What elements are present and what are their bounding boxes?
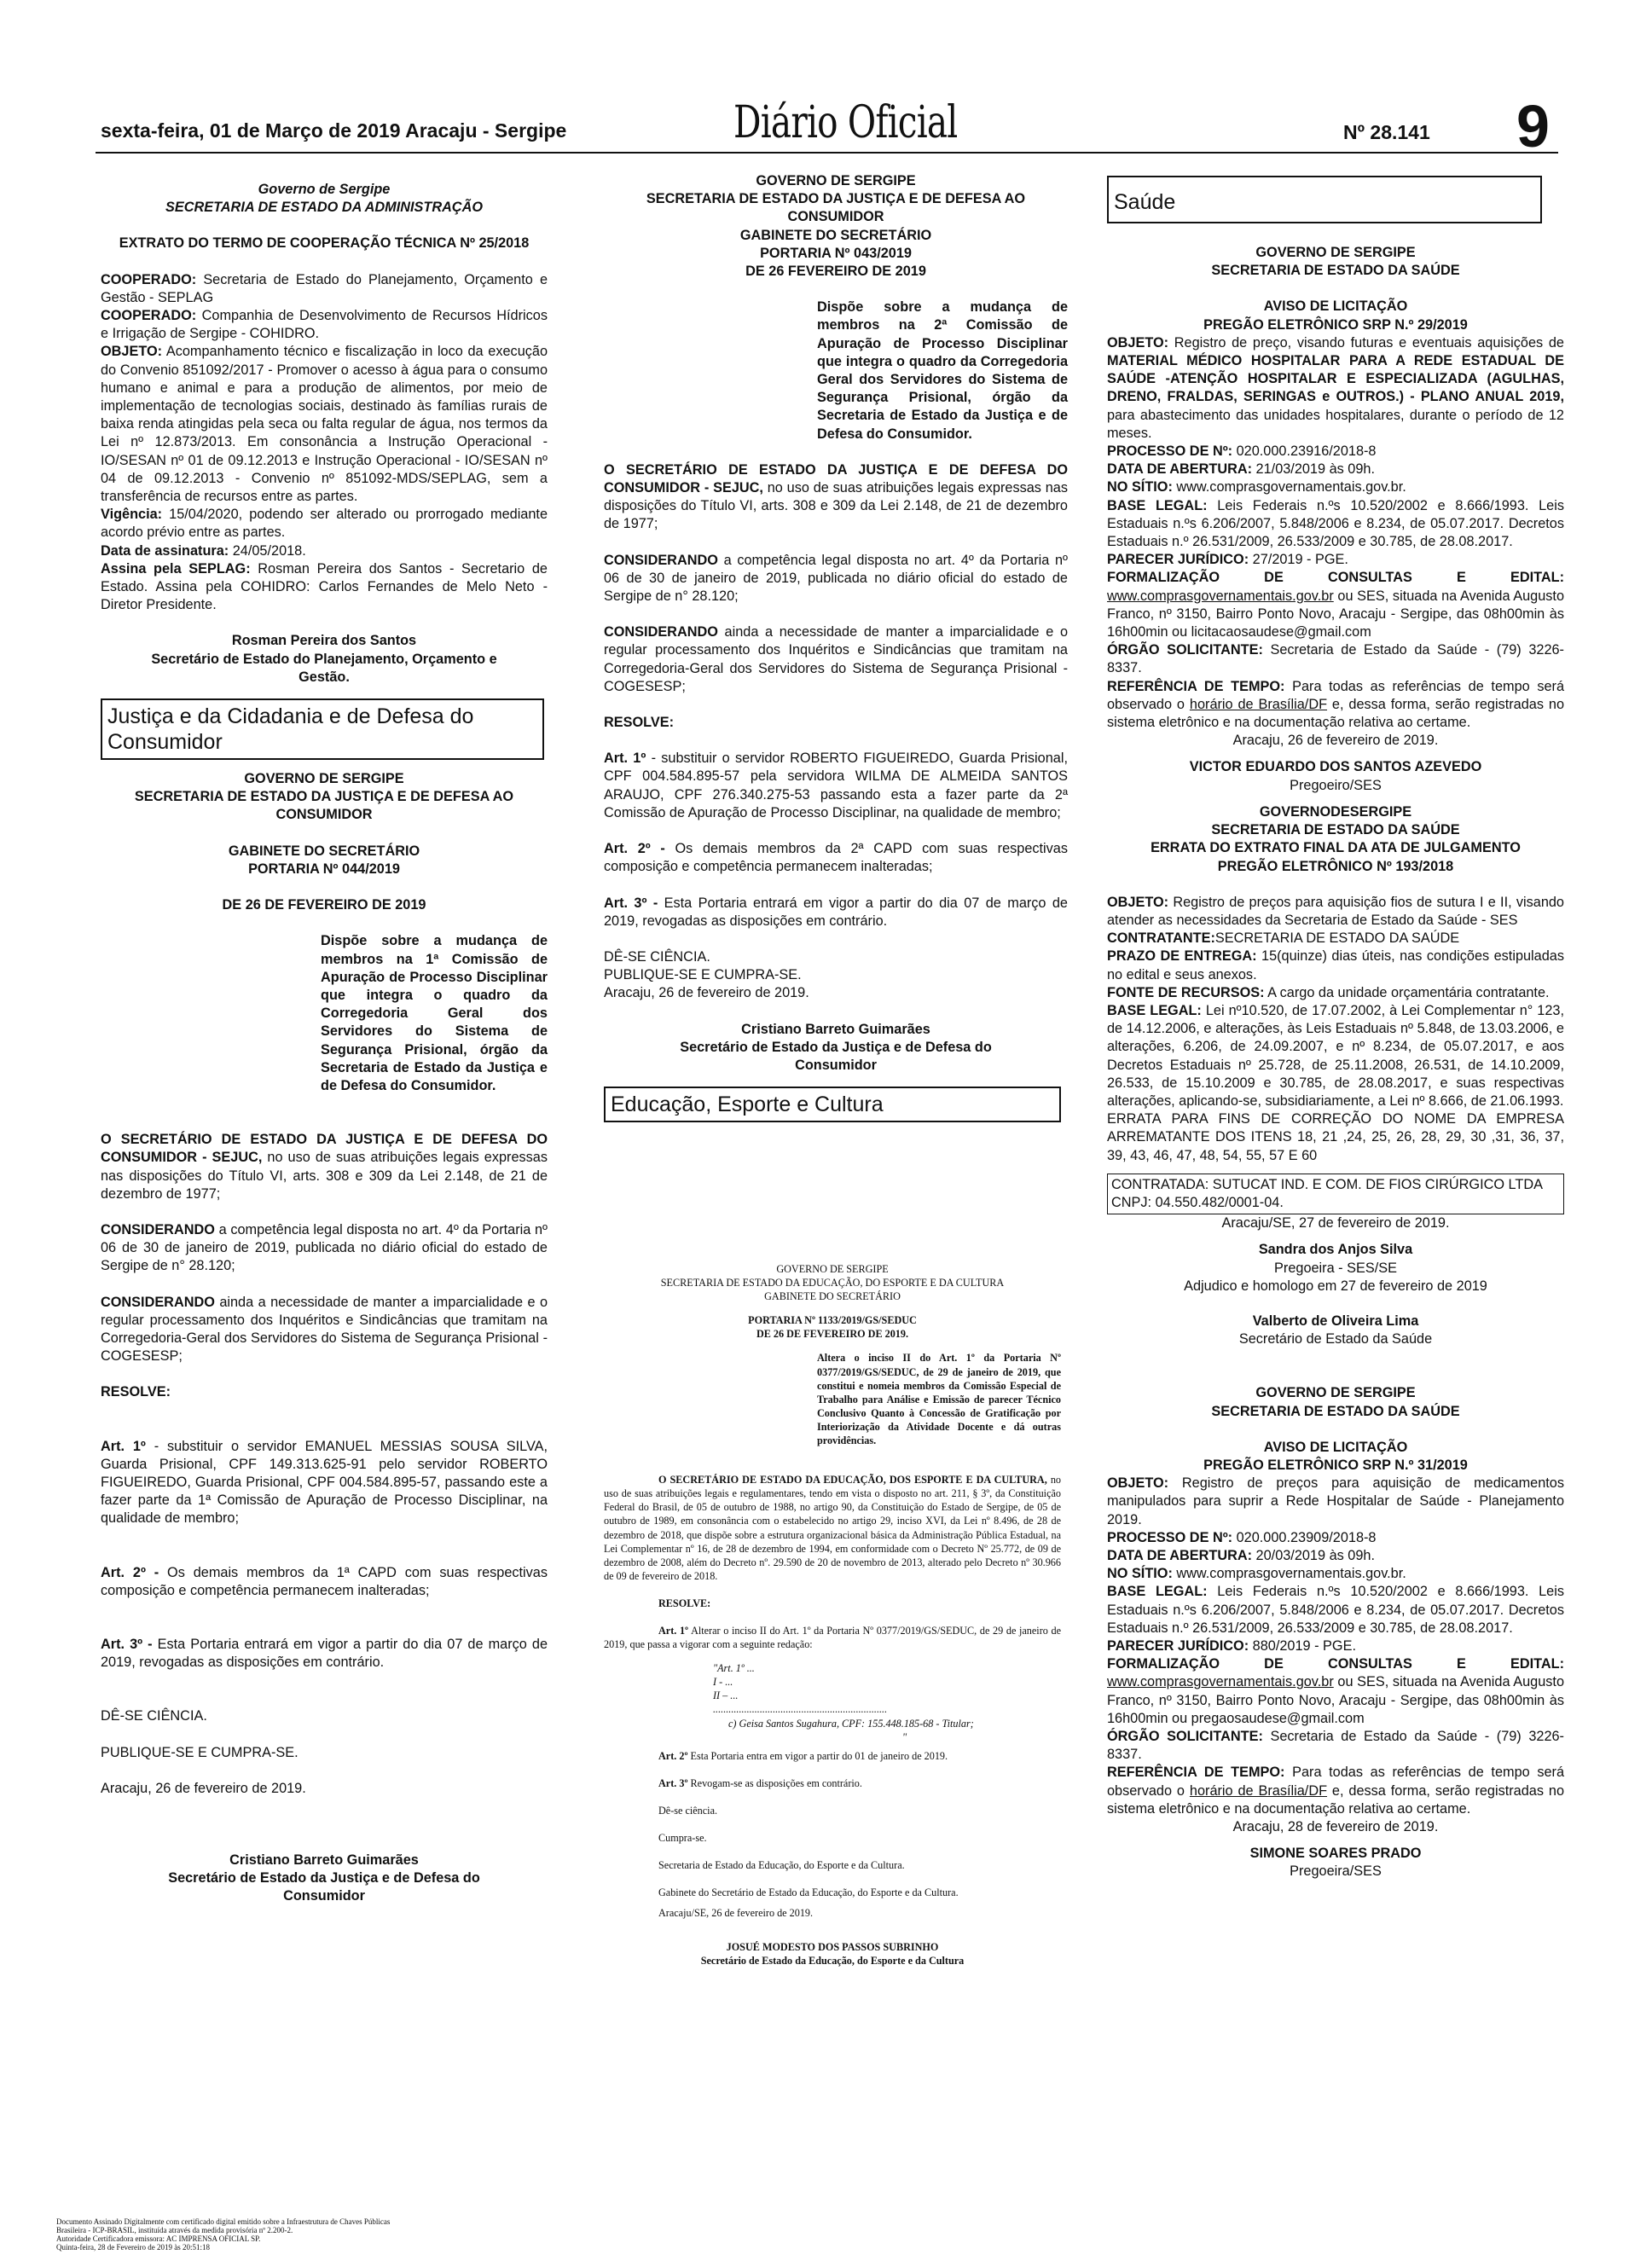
article-1: Art. 1º - substituir o servidor ROBERTO FIGUEIREDO, Guarda Prisional, CPF 004.584.895-57 pela servidora WILMA DE ALMEIDA SANTOS ARAUJO, CPF 276.340.275-53 passando esta a fazer parte da 2ª Comissão de Apuração de Processo Disciplinar, na qualidade de membro; xyxy=(604,751,1068,820)
footer-line: Autoridade Certificadora emissora: AC IMPRENSA OFICIAL SP. xyxy=(56,2234,261,2243)
edu-article-1: Art. 1º Alterar o inciso II do Art. 1º da Portaria Nº 0377/2019/GS/SEDUC, de 29 de janeiro de 2019, que passa a vigorar com a seguinte redação: xyxy=(604,1624,1062,1651)
section-justica: Justiça e da Cidadania e de Defesa do Consumidor xyxy=(101,698,544,760)
signature-name-2: Sandra dos Anjos Silva xyxy=(1258,1242,1413,1258)
resolve: RESOLVE: xyxy=(101,1384,171,1400)
gov-label-2: GOVERNODESERGIPE xyxy=(1259,803,1412,820)
extrato-title: EXTRATO DO TERMO DE COOPERAÇÃO TÉCNICA Nº 25/2018 xyxy=(119,235,530,252)
assina: Assina pela SEPLAG: Rosman Pereira dos Santos - Secretario de Estado. Assina pela COHIDRO: Carlos Fernandes de Melo Neto - Diretor Presidente. xyxy=(101,560,548,613)
dispoe-text: Dispõe sobre a mudança de membros na 1ª Comissão de Apuração de Processo Disciplinar que integra o quadro da Corregedoria Geral dos Servidores do Sistema de Segurança Prisional, órgão da Secretaria de Estado da Justiça e de Defesa do Consumidor. xyxy=(321,933,548,1093)
column-2 xyxy=(604,172,1068,1122)
article-2: Art. 2º - Os demais membros da 1ª CAPD com suas respectivas composição e competência permanecem inalteradas; xyxy=(101,1564,548,1598)
cooperado-1: COOPERADO: Secretaria de Estado do Planejamento, Orçamento e Gestão - SEPLAG xyxy=(101,271,548,305)
edu-preamble: O SECRETÁRIO DE ESTADO DA EDUCAÇÃO, DOS ESPORTE E DA CULTURA, no uso de suas atribuições legais e regulamentares, tendo em vista o disposto no art. 211, § 3º, da Constituição Federal do Brasil, de 05 de outubro de 1988, no artigo 90, da Constituição do Estado de Sergipe, de 05 de outubro de 1989, em consonância com o estabelecido no artigo 29, inciso XVI, da Lei nº 8.496, de 28 de dezembro de 2018, que dispõe sobre a estrutura organizacional básica da Administração Pública Estadual, na Lei Complementar nº 16, de 28 de dezembro de 1994, em conformidade com o Decreto Nº 25.772, de 09 de dezembro de 2008, além do Decreto nº. 29.590 de 20 de novembro de 2013, alterado pelo Decreto nº 30.966 de 09 de fevereiro de 2018. xyxy=(604,1474,1062,1582)
signature-role-3: Secretário de Estado da Saúde xyxy=(1238,1331,1433,1347)
contratada-box: CONTRATADA: SUTUCAT IND. E COM. DE FIOS CIRÚRGICO LTDA CNPJ: 04.550.482/0001-04. xyxy=(1107,1174,1564,1214)
signature-role-4: Pregoeira/SES xyxy=(1290,1863,1382,1880)
pregao-title-3: PREGÃO ELETRÔNICO SRP N.º 31/2019 xyxy=(1203,1457,1468,1473)
edu-article-2: Art. 2º Esta Portaria entra em vigor a partir do 01 de janeiro de 2019. xyxy=(658,1749,948,1762)
edu-resolve: RESOLVE: xyxy=(658,1597,711,1609)
article-3: Art. 3º - Esta Portaria entrará em vigor a partir do dia 07 de março de 2019, revogadas as disposições em contrário. xyxy=(604,895,1068,929)
signature-role: Pregoeiro/SES xyxy=(1290,777,1382,793)
portaria-date: DE 26 FEVEREIRO DE 2019 xyxy=(745,264,926,280)
secretariat-saude: SECRETARIA DE ESTADO DA SAÚDE xyxy=(1211,263,1460,279)
adjudico: Adjudico e homologo em 27 de fevereiro de 2019 xyxy=(1184,1278,1487,1294)
objeto-3: OBJETO: Registro de preços para aquisição de medicamentos manipulados para suprir a Rede Hospitalar de Saúde - Planejamento 2019. xyxy=(1107,1475,1564,1527)
portaria-date: DE 26 DE FEVEREIRO DE 2019 xyxy=(222,897,426,913)
secretario-preamble: O SECRETÁRIO DE ESTADO DA JUSTIÇA E DE DEFESA DO CONSUMIDOR - SEJUC, no uso de suas atribuições legais expressas nas disposições do Título VI, arts. 308 e 309 da Lei 2.148, de 21 de dezembro de 1977; xyxy=(101,1132,548,1202)
data-assinatura: Data de assinatura: 24/05/2018. xyxy=(101,542,306,559)
article-1: Art. 1º - substituir o servidor EMANUEL MESSIAS SOUSA SILVA, Guarda Prisional, CPF 149.313.625-91 pelo servidor ROBERTO FIGUEIREDO, Guarda Prisional, CPF 004.584.895-57, passando este a fazer parte da 1ª Comissão de Apuração de Processo Disciplinar, na qualidade de membro; xyxy=(101,1438,548,1527)
local-date: Aracaju, 26 de fevereiro de 2019. xyxy=(604,985,809,1001)
dispoe-text: Dispõe sobre a mudança de membros na 2ª Comissão de Apuração de Processo Disciplinar que integra o quadro da Corregedoria Geral dos Servidores do Sistema de Segurança Prisional, órgão da Secretaria de Estado da Justiça e de Defesa do Consumidor. xyxy=(817,299,1068,442)
edu-secretariat: SECRETARIA DE ESTADO DA EDUCAÇÃO, DO ESPORTE E DA CULTURA xyxy=(660,1277,1005,1289)
signature-name-3: Valberto de Oliveira Lima xyxy=(1252,1313,1419,1329)
edu-quote-line: " xyxy=(902,1730,907,1743)
digital-signature-footer xyxy=(56,2217,397,2252)
signature-name: VICTOR EDUARDO DOS SANTOS AZEVEDO xyxy=(1189,759,1482,775)
local-date: Aracaju, 26 de fevereiro de 2019. xyxy=(101,1780,306,1796)
gov-label: Governo de Sergipe xyxy=(258,182,391,197)
processo-3: PROCESSO DE Nº: 020.000.23909/2018-8 xyxy=(1107,1529,1377,1545)
gabinete: GABINETE DO SECRETÁRIO xyxy=(739,227,932,243)
edu-gabinete: GABINETE DO SECRETÁRIO xyxy=(764,1290,901,1303)
signature-name: Rosman Pereira dos Santos xyxy=(231,633,417,649)
column-1 xyxy=(101,181,548,1906)
header-date: sexta-feira, 01 de Março de 2019 Aracaju - Sergipe xyxy=(101,119,567,142)
secretariat-justica: SECRETARIA DE ESTADO DA JUSTIÇA E DE DEFESA AO CONSUMIDOR xyxy=(134,789,514,823)
local-date-2: Aracaju/SE, 27 de fevereiro de 2019. xyxy=(1221,1215,1450,1232)
signature-name: Cristiano Barreto Guimarães xyxy=(741,1021,930,1037)
considerando-2: CONSIDERANDO ainda a necessidade de manter a imparcialidade e o regular processamento dos Inquéritos e Sindicâncias que tramitam na Corregedoria-Geral dos Servidores do Sistema de Segurança Prisional - COGESESP; xyxy=(101,1294,548,1365)
processo: PROCESSO DE Nº: 020.000.23916/2018-8 xyxy=(1107,443,1377,460)
educacao-portaria xyxy=(604,1262,1061,1968)
secretariat-saude-2: SECRETARIA DE ESTADO DA SAÚDE xyxy=(1211,822,1460,838)
edu-gabinete-line: Gabinete do Secretário de Estado da Educação, do Esporte e da Cultura. xyxy=(658,1886,959,1899)
ciencia: DÊ-SE CIÊNCIA. xyxy=(604,948,710,965)
article-2: Art. 2º - Os demais membros da 2ª CAPD com suas respectivas composição e competência permanecem inalteradas; xyxy=(604,841,1068,875)
secretario-preamble: O SECRETÁRIO DE ESTADO DA JUSTIÇA E DE DEFESA DO CONSUMIDOR - SEJUC, no uso de suas atribuições legais expressas nas disposições do Título VI, arts. 308 e 309 da Lei 2.148, de 21 de dezembro de 1977; xyxy=(604,461,1068,532)
section-saude: Saúde xyxy=(1107,176,1542,223)
edu-quote-line: c) Geisa Santos Sugahura, CPF: 155.448.185-68 - Titular; xyxy=(728,1717,974,1730)
fonte-recursos: FONTE DE RECURSOS: A cargo da unidade orçamentária contratante. xyxy=(1107,984,1550,1000)
page-number: 9 xyxy=(1516,93,1550,159)
gabinete: GABINETE DO SECRETÁRIO xyxy=(228,843,420,859)
formalizacao-3: FORMALIZAÇÃO DE CONSULTAS E EDITAL: www.comprasgovernamentais.gov.br ou SES, situada na Avenida Augusto Franco, nº 3150, Bairro Ponto Novo, Aracaju - Sergipe, das 08h00min às 16h00min ou pregaosaudese@gmail.com xyxy=(1107,1656,1564,1726)
data-abertura: DATA DE ABERTURA: 21/03/2019 às 09h. xyxy=(1107,461,1375,478)
orgao-solicitante: ÓRGÃO SOLICITANTE: Secretaria de Estado da Saúde - (79) 3226-8337. xyxy=(1107,642,1564,676)
prazo-entrega: PRAZO DE ENTREGA: 15(quinze) dias úteis, nas condições estipuladas no edital e seus anexos. xyxy=(1107,948,1564,982)
gov-label-2: GOVERNO DE SERGIPE xyxy=(244,771,404,787)
parecer: PARECER JURÍDICO: 27/2019 - PGE. xyxy=(1107,552,1348,568)
considerando-1: CONSIDERANDO a competência legal disposta no art. 4º da Portaria nº 06 de 30 de janeiro de 2019, publicada no diário oficial do estado de Sergipe de n° 28.120; xyxy=(604,552,1068,605)
base-legal-3: BASE LEGAL: Leis Federais n.ºs 10.520/2002 e 8.666/1993. Leis Estaduais n.ºs 6.206/2007, 5.848/2006 e 8.234, de 05.07.2017. Decretos Estaduais n.º 26.531/2009, 26.533/2009 e 30.785, de 28.08.2017. xyxy=(1107,1584,1564,1636)
considerando-1: CONSIDERANDO a competência legal disposta no art. 4º da Portaria nº 06 de 30 de janeiro de 2019, publicada no diário oficial do estado de Sergipe de n° 28.120; xyxy=(101,1221,548,1274)
signature-role-2: Secretário de Estado da Justiça e de Defesa do Consumidor xyxy=(168,1870,480,1904)
edu-signature-name: JOSUÉ MODESTO DOS PASSOS SUBRINHO xyxy=(726,1941,939,1954)
errata-title: ERRATA DO EXTRATO FINAL DA ATA DE JULGAMENTO xyxy=(1151,840,1521,856)
cooperado-2: COOPERADO: Companhia de Desenvolvimento de Recursos Hídricos e Irrigação de Sergipe - COHIDRO. xyxy=(101,308,548,342)
objeto: OBJETO: Registro de preço, visando futuras e eventuais aquisições de MATERIAL MÉDICO HOSPITALAR PARA A REDE ESTADUAL DE SAÚDE -ATENÇÃO HOSPITALAR E ESPECIALIZADA (AGULHAS, DRENO, FRALDAS, SERINGAS e OUTROS.) - PLANO ANUAL 2019, para abastecimento das unidades hospitalares, durante o período de 12 meses. xyxy=(1107,334,1564,441)
header-rule xyxy=(96,152,1558,154)
vigencia: Vigência: 15/04/2020, podendo ser alterado ou prorrogado mediante acordo prévio entre as partes. xyxy=(101,507,548,541)
secretariat-justica: SECRETARIA DE ESTADO DA JUSTIÇA E DE DEFESA AO CONSUMIDOR xyxy=(646,191,1026,225)
footer-line: Documento Assinado Digitalmente com certificado digital emitido sobre a Infraestrutura de Chaves Públicas xyxy=(56,2217,391,2226)
signature-role-2: Pregoeira - SES/SE xyxy=(1274,1260,1397,1276)
signature-role: Secretário de Estado da Justiça e de Defesa do Consumidor xyxy=(680,1039,992,1073)
base-legal-2: BASE LEGAL: Lei nº10.520, de 17.07.2002, à Lei Complementar n° 123, de 14.12.2006, e alterações, às Leis Estaduais nº 5.848, de 13.03.2006, e alterações, 6.206, de 24.09.2007, e nº 8.234, de 05.07.2017, e aos Decretos Estaduais nº 25.728, de 25.11.2008, 26.531, de 14.10.2009, 26.533, de 15.10.2009 e 30.785, de 28.08.2017, e suas respectivas alterações, aplicando-se, subsidiariamente, a Lei nº 8.666, de 21.06.1993. xyxy=(1107,1002,1564,1109)
referencia-tempo: REFERÊNCIA DE TEMPO: Para todas as referências de tempo será observado o horário de Brasília/DF e, dessa forma, serão registradas no sistema eletrônico e na documentação relativa ao certame. xyxy=(1107,678,1565,731)
edu-signature-role: Secretário de Estado da Educação, do Esporte e da Cultura xyxy=(700,1955,965,1968)
edu-cumpra: Cumpra-se. xyxy=(658,1832,707,1844)
signature-name-4: SIMONE SOARES PRADO xyxy=(1249,1846,1422,1862)
publique: PUBLIQUE-SE E CUMPRA-SE. xyxy=(604,967,802,983)
edu-local-date: Aracaju/SE, 26 de fevereiro de 2019. xyxy=(658,1907,814,1920)
local-date-3: Aracaju, 28 de fevereiro de 2019. xyxy=(1232,1819,1439,1835)
local-date: Aracaju, 26 de fevereiro de 2019. xyxy=(1232,733,1439,749)
gov-label: GOVERNO DE SERGIPE xyxy=(1255,245,1416,260)
objeto-2: OBJETO: Registro de preços para aquisição fios de sutura I e II, visando atender as necessidades da Secretaria de Estado da Saúde - SES xyxy=(1107,894,1564,928)
parecer-3: PARECER JURÍDICO: 880/2019 - PGE. xyxy=(1107,1638,1356,1655)
edu-portaria-date: DE 26 DE FEVEREIRO DE 2019. xyxy=(756,1328,909,1341)
referencia-tempo-3: REFERÊNCIA DE TEMPO: Para todas as referências de tempo será observado o horário de Brasília/DF e, dessa forma, serão registradas no sistema eletrônico e na documentação relativa ao certame. xyxy=(1107,1765,1565,1817)
base-legal: BASE LEGAL: Leis Federais n.ºs 10.520/2002 e 8.666/1993. Leis Estaduais n.ºs 6.206/2007, 5.848/2006 e 8.234, de 05.07.2017. Decretos Estaduais n.º 26.531/2009, 26.533/2009 e 30.785, de 28.08.2017. xyxy=(1107,497,1564,550)
aviso-licitacao-3: AVISO DE LICITAÇÃO xyxy=(1263,1439,1408,1455)
pregao-title-2: PREGÃO ELETRÔNICO Nº 193/2018 xyxy=(1217,858,1454,874)
column-3 xyxy=(1107,176,1564,1881)
edu-quote-line: "Art. 1º ... xyxy=(713,1662,755,1675)
signature-name-2: Cristiano Barreto Guimarães xyxy=(229,1852,419,1868)
objeto: OBJETO: Acompanhamento técnico e fiscalização in loco da execução do Convenio 851092/2017 - Promover o acesso à água para o consumo humano e animal e para a produção de alimentos, por meio de implementação de tecnologias sociais, destinado às famílias rurais de baixa renda atingidas pela seca ou falta regular de água, nos termos da Lei nº 12.873/2013. Em consonância a Instrução Operacional - IO/SESAN nº 01 de 09.12.2013 e Instrução Operacional - IO/SESAN nº 04 de 09.12.2013 - Convenio nº 851092-MDS/SEPLAG, sem a transferência de recursos entre as partes. xyxy=(101,344,548,505)
issue-number: Nº 28.141 xyxy=(1343,121,1430,143)
portaria-title: PORTARIA Nº 044/2019 xyxy=(248,861,400,877)
pregao-title: PREGÃO ELETRÔNICO SRP N.º 29/2019 xyxy=(1203,316,1468,333)
edu-gov: GOVERNO DE SERGIPE xyxy=(776,1263,889,1275)
edu-quote-line: I - ... xyxy=(713,1676,733,1689)
data-abertura-3: DATA DE ABERTURA: 20/03/2019 às 09h. xyxy=(1107,1548,1375,1563)
footer-line: Quinta-feira, 28 de Fevereiro de 2019 às 20:51:18 xyxy=(56,2243,210,2252)
gov-label-3: GOVERNO DE SERGIPE xyxy=(1255,1385,1416,1401)
footer-line: Brasileira - ICP-BRASIL, instituída através da medida provisória nº 2.200-2. xyxy=(56,2226,293,2234)
no-sitio: NO SÍTIO: www.comprasgovernamentais.gov.br. xyxy=(1107,479,1406,496)
edu-dispoe-text: Altera o inciso II do Art. 1º da Portaria Nº 0377/2019/GS/SEDUC, de 29 de janeiro de 2019, que constitui e nomeia membros da Comissão Especial de Trabalho para Análise e Emissão de parecer Técnico Conclusivo Quanto à Concessão de Gratificação por Interiorização da Atividade Docente e dá outras providências. xyxy=(817,1352,1061,1447)
gov-label: GOVERNO DE SERGIPE xyxy=(756,173,916,188)
edu-ciencia: Dê-se ciência. xyxy=(658,1804,718,1817)
edu-portaria-title: PORTARIA Nº 1133/2019/GS/SEDUC xyxy=(748,1314,917,1327)
errata-fins: ERRATA PARA FINS DE CORREÇÃO DO NOME DA EMPRESA ARREMATANTE DOS ITENS 18, 21 ,24, 25, 26, 28, 29, 30 ,31, 36, 37, 39, 43, 46, 47, 48, 54, 55, 57 E 60 xyxy=(1107,1111,1564,1163)
edu-quote-line: II – ... xyxy=(713,1689,739,1702)
secretariat-label: SECRETARIA DE ESTADO DA ADMINISTRAÇÃO xyxy=(165,200,484,216)
ciencia: DÊ-SE CIÊNCIA. xyxy=(101,1708,207,1724)
aviso-licitacao: AVISO DE LICITAÇÃO xyxy=(1263,298,1408,315)
contratante: CONTRATANTE:SECRETARIA DE ESTADO DA SAÚDE xyxy=(1107,930,1460,947)
formalizacao: FORMALIZAÇÃO DE CONSULTAS E EDITAL: www.comprasgovernamentais.gov.br ou SES, situada na Avenida Augusto Franco, nº 3150, Bairro Ponto Novo, Aracaju - Sergipe, das 08h00min às 16h00min ou licitacaosaudese@gmail.com xyxy=(1107,570,1564,640)
secretariat-saude-3: SECRETARIA DE ESTADO DA SAÚDE xyxy=(1211,1403,1460,1419)
edu-secretariat-line: Secretaria de Estado da Educação, do Esporte e da Cultura. xyxy=(658,1859,905,1872)
edital-link[interactable]: www.comprasgovernamentais.gov.br xyxy=(1107,588,1334,604)
resolve: RESOLVE: xyxy=(604,715,675,731)
article-3: Art. 3º - Esta Portaria entrará em vigor a partir do dia 07 de março de 2019, revogadas as disposições em contrário. xyxy=(101,1636,548,1671)
orgao-solicitante-3: ÓRGÃO SOLICITANTE: Secretaria de Estado da Saúde - (79) 3226-8337. xyxy=(1107,1729,1564,1763)
signature-role: Secretário de Estado do Planejamento, Orçamento e Gestão. xyxy=(151,651,497,685)
edu-quote-line: ................................................................... xyxy=(713,1703,888,1716)
edital-link-3[interactable]: www.comprasgovernamentais.gov.br xyxy=(1107,1674,1334,1690)
publique: PUBLIQUE-SE E CUMPRA-SE. xyxy=(101,1744,299,1760)
portaria-title: PORTARIA Nº 043/2019 xyxy=(760,245,912,261)
considerando-2: CONSIDERANDO ainda a necessidade de manter a imparcialidade e o regular processamento dos Inquéritos e Sindicâncias que tramitam na Corregedoria-Geral dos Servidores do Sistema de Segurança Prisional - COGESESP; xyxy=(604,624,1068,694)
no-sitio-3: NO SÍTIO: www.comprasgovernamentais.gov.br. xyxy=(1107,1566,1406,1582)
masthead-title: Diário Oficial xyxy=(733,97,958,148)
section-educacao: Educação, Esporte e Cultura xyxy=(604,1087,1061,1122)
edu-article-3: Art. 3º Revogam-se as disposições em contrário. xyxy=(658,1776,862,1789)
